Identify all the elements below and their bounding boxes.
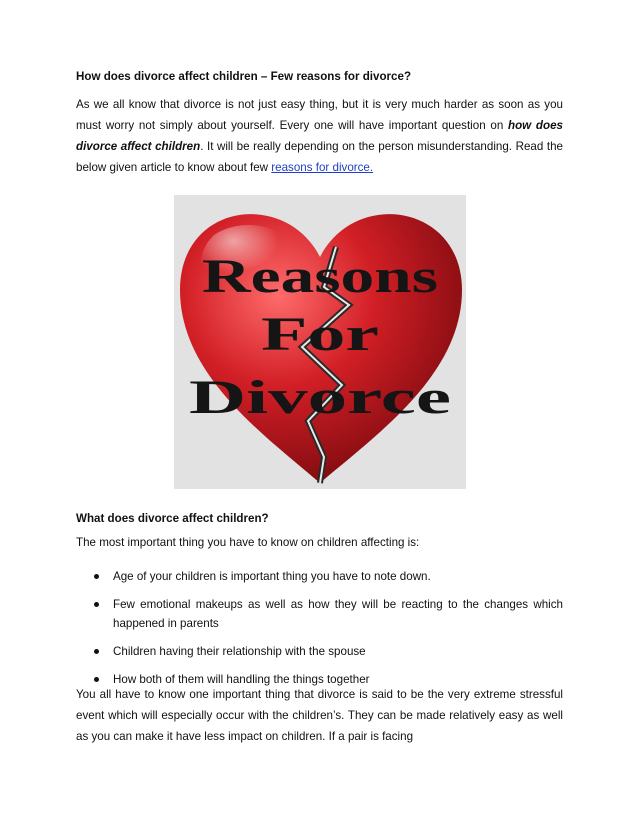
figure-text-line2: For xyxy=(261,308,379,361)
bullet-list xyxy=(76,567,563,698)
list-item-text: Children having their relationship with the spouse xyxy=(113,645,366,658)
broken-heart-image xyxy=(174,195,466,489)
list-item xyxy=(76,595,563,633)
intro-paragraph xyxy=(76,94,563,178)
bullet-icon xyxy=(94,649,99,654)
intro-text-1: As we all know that divorce is not just easy thing, but it is very much harder as soon as you must worry not simply about yourself. Every one will have important question on xyxy=(76,98,563,132)
list-item-text: Few emotional makeups as well as how they will be reacting to the changes which happened in parents xyxy=(113,598,563,630)
list-item xyxy=(76,567,563,586)
reasons-for-divorce-link[interactable]: reasons for divorce. xyxy=(271,161,374,174)
bullet-icon xyxy=(94,574,99,579)
list-item-text: Age of your children is important thing you have to note down. xyxy=(113,570,431,583)
lead-sentence: The most important thing you have to know on children affecting is: xyxy=(76,536,420,549)
figure-text-line1: Reasons xyxy=(202,250,438,303)
intro-emphasis: how does divorce affect children xyxy=(76,119,563,153)
bullet-icon xyxy=(94,602,99,607)
list-item-text: How both of them will handling the things together xyxy=(113,673,370,686)
closing-paragraph: You all have to know one important thing that divorce is said to be the very extreme stressful event which will especially occur with the children’s. They can be made relatively easy as well as you can make it have less impact on children. If a pair is facing xyxy=(76,688,563,743)
figure-text-line3: Divorce xyxy=(189,371,451,424)
list-item xyxy=(76,642,563,661)
section-heading: What does divorce affect children? xyxy=(76,512,269,525)
intro-text-2: . It will be really depending on the person misunderstanding. Read the below given article to know about few xyxy=(76,140,563,174)
article-title: How does divorce affect children – Few reasons for divorce? xyxy=(76,70,412,83)
bullet-icon xyxy=(94,677,99,682)
broken-heart-illustration xyxy=(174,195,466,489)
